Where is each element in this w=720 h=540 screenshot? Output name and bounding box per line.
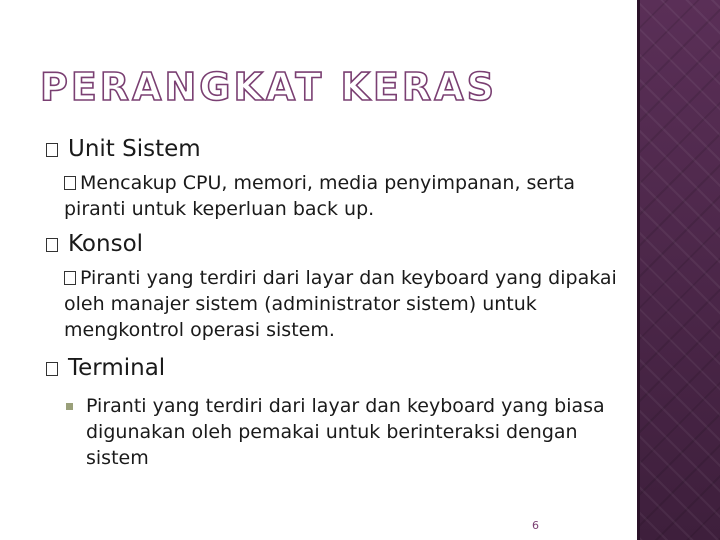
page-number: 6: [532, 519, 539, 532]
sub-bullet-text: Mencakup CPU, memori, media penyimpanan, serta piranti untuk keperluan back up.: [64, 172, 576, 220]
sub-bullet-text: Piranti yang terdiri dari layar dan keyboard yang dipakai oleh manajer sistem (administrator sistem) untuk mengkontrol operasi sistem.: [64, 267, 617, 341]
side-decorative-band: [640, 0, 720, 540]
sub-bullet-konsol: [64, 265, 624, 343]
checkbox-bullet-icon: [64, 176, 76, 190]
sub-bullet-terminal: [64, 393, 624, 471]
sub-bullet-text: Piranti yang terdiri dari layar dan keyboard yang biasa digunakan oleh pemakai untuk berinteraksi dengan sistem: [86, 395, 605, 469]
bullet-label: Unit Sistem: [68, 136, 201, 162]
bullet-label: Konsol: [68, 231, 144, 257]
bullet-item-terminal: [46, 357, 165, 380]
checkbox-bullet-icon: [46, 362, 58, 376]
slide-title: PERANGKAT KERAS: [40, 65, 497, 109]
sub-bullet-unit-sistem: [64, 170, 624, 222]
bullet-label: Terminal: [68, 355, 166, 381]
checkbox-bullet-icon: [46, 238, 58, 252]
checkbox-bullet-icon: [64, 271, 76, 285]
checkbox-bullet-icon: [46, 143, 58, 157]
bullet-item-unit-sistem: [46, 138, 201, 161]
square-bullet-icon: [66, 403, 73, 410]
bullet-item-konsol: [46, 233, 143, 256]
